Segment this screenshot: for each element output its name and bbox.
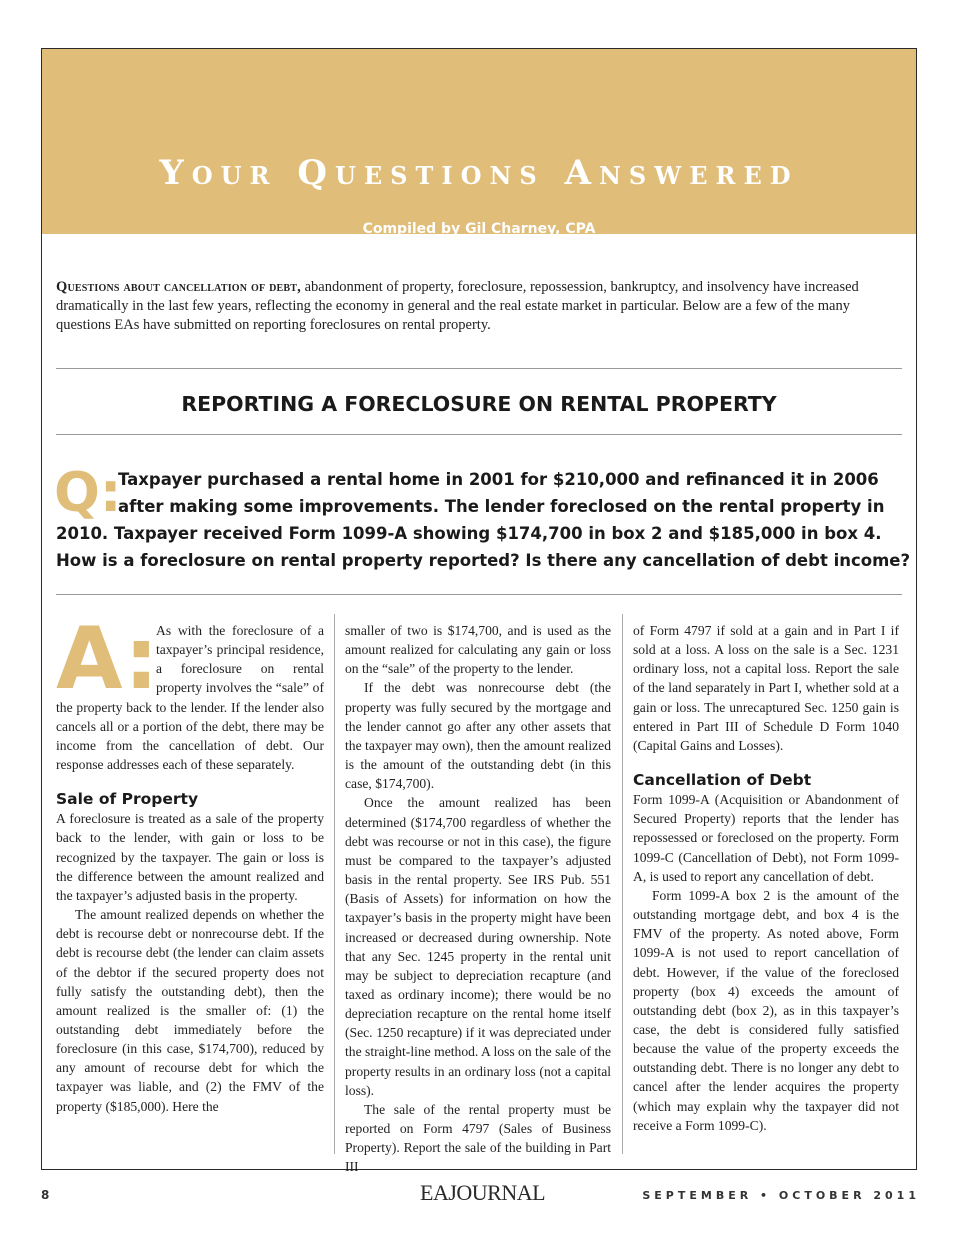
column-divider [334, 614, 335, 1154]
question-line: after making some improvements. The lender foreclosed on the rental property in [118, 497, 885, 516]
question-mark-label: Q: [54, 461, 122, 524]
issue-date: SEPTEMBER • OCTOBER 2011 [642, 1189, 920, 1202]
answer-column-1 [56, 621, 324, 1116]
answer-column-3 [633, 621, 899, 1135]
title-banner [42, 49, 916, 237]
divider-bottom [56, 594, 902, 595]
answer-mark-label: A: [56, 609, 159, 709]
answer-paragraph: A foreclosure is treated as a sale of the property back to the lender, with gain or loss to be recognized by the taxpayer. The gain or loss is the difference between the amount realized and the taxpayer’s adjusted basis in the property. [56, 811, 324, 903]
divider-top [56, 368, 902, 369]
answer-column-2 [345, 621, 611, 1177]
answer-paragraph: Form 1099-A box 2 is the amount of the outstanding mortgage debt, and box 4 is the FMV of the property. As noted above, Form 1099-A is not used to report cancellation of debt. However, if the value of the foreclosed property (box 4) exceeds the amount of outstanding debt (box 2), as in this taxpayer’s case, the debt is considered fully satisfied because the value of the property exceeds the outstanding debt. There is no longer any debt to cancel after the lender acquires the property (which may explain why the taxpayer did not receive a Form 1099-C). [633, 887, 899, 1133]
heading-cancellation-of-debt: Cancellation of Debt [633, 771, 812, 790]
question-line: Taxpayer purchased a rental home in 2001 for $210,000 and refinanced it in 2006 [118, 470, 879, 489]
banner-title: Your Questions Answered [159, 153, 799, 193]
answer-paragraph: Form 1099-A (Acquisition or Abandonment of Secured Property) reports that the lender has repossessed or foreclosed on the property. Form 1099-C (Cancellation of Debt), not Form 1099-A, is used to report any cancellation of debt. [633, 792, 899, 884]
question-line: 2010. Taxpayer received Form 1099-A showing $174,700 in box 2 and $185,000 in box 4. [56, 524, 882, 543]
page-number: 8 [41, 1188, 50, 1202]
answer-paragraph: As with the foreclosure of a taxpayer’s principal residence, a foreclosure on rental property involves the “sale” of the property back to the lender. If the lender also cancels all or a portion of the debt, there may be income from the cancellation of debt. Our response addresses each of these separately. [56, 623, 324, 773]
answer-paragraph: smaller of two is $174,700, and is used as the amount realized for calculating any gain or loss on the “sale” of the property to the lender. [345, 623, 611, 677]
column-divider [622, 614, 623, 1154]
answer-paragraph: If the debt was nonrecourse debt (the property was fully secured by the mortgage and the lender cannot go after any other assets that the taxpayer may own), then the amount realized is the amount of the outstanding debt (in this case, $174,700). [345, 680, 611, 792]
intro-text: abandonment of property, foreclosure, repossession, bankruptcy, and insolvency have increased dramatically in the last few years, reflecting the economy in general and the real estate market in particular. Below are a few of the many questions EAs have submitted on reporting foreclosures on rental property. [56, 279, 859, 333]
answer-paragraph: of Form 4797 if sold at a gain and in Part I if sold at a loss. A loss on the sale is a Sec. 1231 ordinary loss, not a capital loss. Report the sale of the land separately in Part I, whether sold at a gain or loss. The unrecaptured Sec. 1250 gain is entered in Part III of Schedule D Form 1040 (Capital Gains and Losses). [633, 623, 899, 753]
heading-sale-of-property: Sale of Property [56, 790, 199, 809]
answer-paragraph: Once the amount realized has been determined ($174,700 regardless of whether the debt was recourse or not in this case), the figure must be compared to the taxpayer’s adjusted basis in the rental property. See IRS Pub. 551 (Basis of Assets) for information on how the taxpayer’s basis in the property might have been increased or decreased during ownership. Note that any Sec. 1245 property in the rental unit may be subject to depreciation recapture (and taxed as ordinary income); there would be no depreciation recapture on the rental home itself (Sec. 1250 recapture) if it was depreciated under the straight-line method. A loss on the sale of the property results in an ordinary loss (not a capital loss). [345, 795, 611, 1098]
compiled-by: Compiled by Gil Charney, CPA [362, 221, 596, 237]
intro-lead: Questions about cancellation of debt, [56, 279, 301, 295]
section-title: REPORTING A FORECLOSURE ON RENTAL PROPERTY [181, 392, 777, 416]
question-line: How is a foreclosure on rental property reported? Is there any cancellation of debt income? [56, 551, 911, 570]
journal-logo: EAJOURNAL [420, 1180, 546, 1205]
intro-paragraph [56, 278, 904, 335]
answer-paragraph: The sale of the rental property must be reported on Form 4797 (Sales of Business Property). Report the sale of the building in Part III [345, 1101, 611, 1175]
divider-middle [56, 434, 902, 435]
answer-paragraph: The amount realized depends on whether the debt is recourse debt or nonrecourse debt. If the debt is recourse debt (the lender can claim assets of the debtor if the secured property does not fully satisfy the outstanding debt), then the amount realized is the smaller of: (1) the outstanding debt immediately before the foreclosure (in this case, $174,700), reduced by any amount of recourse debt for which the taxpayer was liable, and (2) the FMV of the property ($185,000). Here the [56, 907, 324, 1114]
